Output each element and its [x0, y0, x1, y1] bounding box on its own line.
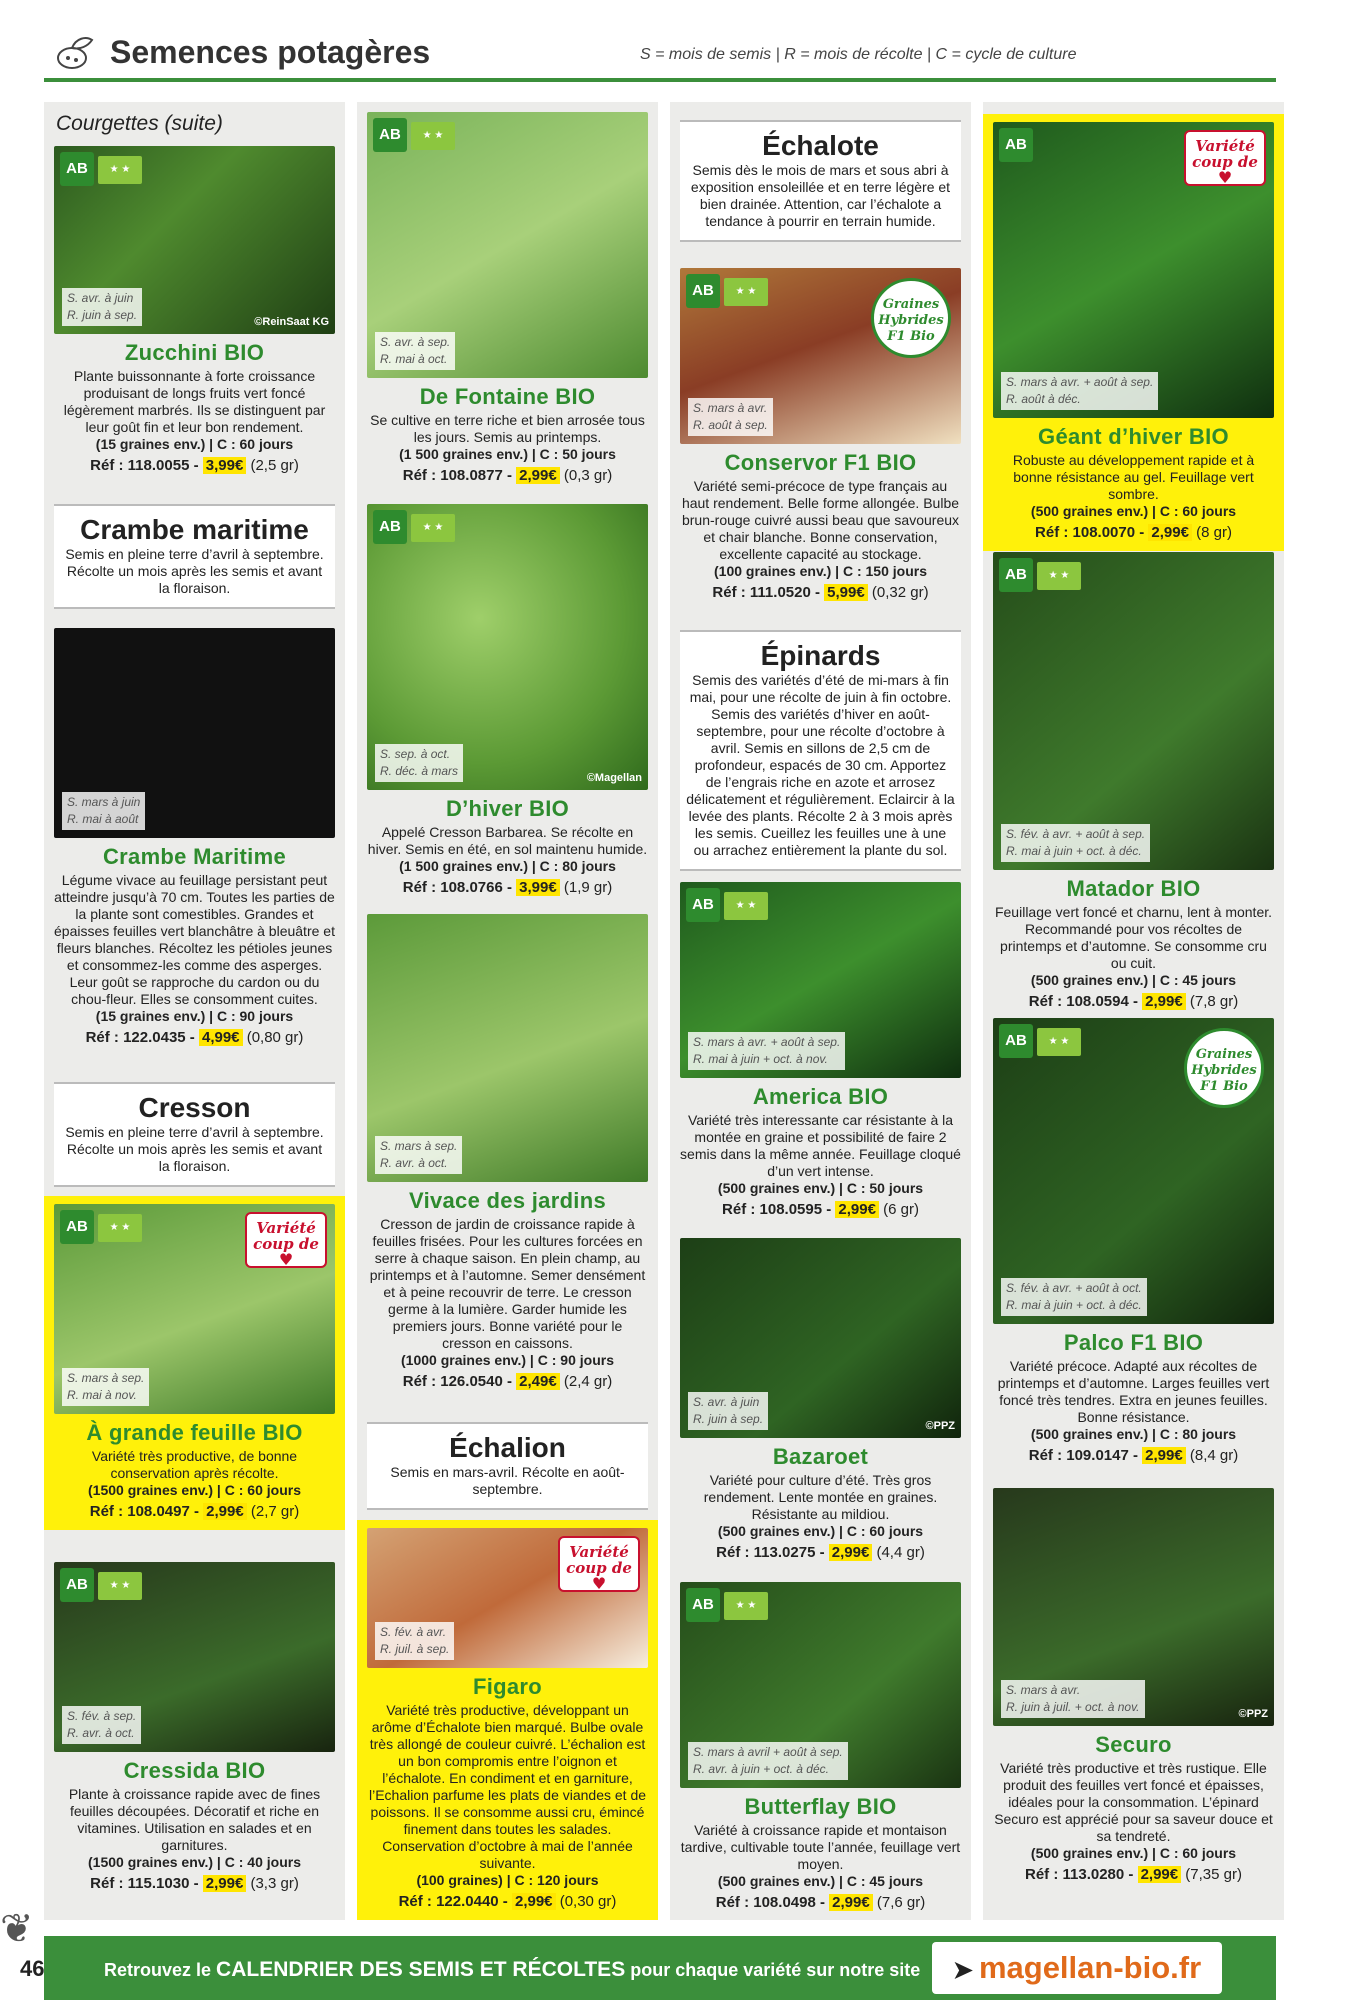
page-title: Semences potagères: [110, 34, 431, 70]
product-ref: Réf : 108.0497 - 2,99€ (2,7 gr): [89, 1503, 300, 1520]
header-divider: [44, 78, 1276, 82]
section-title: Échalote: [762, 130, 879, 161]
product-card-cressida: [44, 1562, 345, 1892]
product-ref: Réf : 126.0540 - 2,49€ (2,4 gr): [402, 1373, 613, 1390]
price: 2,99€: [829, 1894, 873, 1911]
product-card-vivace-des-jardins: [357, 914, 658, 1390]
product-meta: (500 graines env.) | C : 45 jours: [717, 1873, 924, 1889]
abbreviation-legend: S = mois de semis | R = mois de récolte | C = cycle de culture: [640, 46, 1077, 63]
product-ref: Réf : 108.0877 - 2,99€ (0,3 gr): [402, 467, 613, 484]
section-header-echalote: [680, 120, 961, 242]
product-card-matador: [983, 552, 1284, 1010]
product-ref: Réf : 122.0440 - 2,99€ (0,30 gr): [398, 1893, 617, 1910]
product-name: Bazaroet: [772, 1444, 869, 1469]
product-meta: (500 graines env.) | C : 60 jours: [1030, 503, 1237, 519]
section-subhead: Courgettes (suite): [56, 112, 223, 135]
cursor-arrow-icon: ➤: [952, 1957, 973, 1984]
price: 3,99€: [203, 457, 247, 474]
column-3: [670, 102, 971, 1920]
season-label: S. avr. à sep. R. mai à oct.: [375, 332, 455, 370]
season-label: S. mars à avr. + août à sep. R. mai à juin + oct. à nov.: [688, 1032, 845, 1070]
product-name: À grande feuille BIO: [86, 1420, 303, 1445]
photo-credit: ©ReinSaat KG: [254, 316, 329, 328]
section-title: Crambe maritime: [80, 514, 309, 545]
price: 2,99€: [829, 1544, 873, 1561]
section-header-cresson: [54, 1082, 335, 1187]
product-photo: [680, 268, 961, 444]
product-name: America BIO: [752, 1084, 889, 1109]
column-1: [44, 102, 345, 1920]
product-photo: [993, 1488, 1274, 1726]
product-card-a-grande-feuille: [44, 1196, 345, 1530]
product-ref: Réf : 113.0280 - 2,99€ (7,35 gr): [1025, 1866, 1242, 1883]
product-name: De Fontaine BIO: [419, 384, 596, 409]
product-card-geant-d-hiver: [983, 114, 1284, 551]
product-ref: Réf : 108.0594 - 2,99€ (7,8 gr): [1028, 993, 1239, 1010]
eu-organic-leaf-icon: ★ ★: [98, 1214, 142, 1242]
ab-organic-logo: AB: [60, 1568, 94, 1602]
product-ref: Réf : 108.0498 - 2,99€ (7,6 gr): [715, 1894, 926, 1911]
photo-credit: ©PPZ: [1238, 1708, 1268, 1720]
page-number: 46: [20, 1956, 45, 1981]
season-label: S. mars à avr. R. août à sep.: [688, 398, 773, 436]
ab-organic-logo: AB: [999, 558, 1033, 592]
product-photo: [367, 112, 648, 378]
product-name: Matador BIO: [1066, 876, 1201, 901]
f1-hybrid-badge: Graines Hybrides F1 Bio: [871, 278, 951, 358]
price: 2,99€: [1142, 1447, 1186, 1464]
product-card-figaro: [357, 1520, 658, 1920]
product-description: Plante buissonnante à forte croissance produisant de longs fruits vert foncé légèrement marbrés. Ils se distinguent par leur goût fin et leur bon rendement.: [63, 368, 326, 435]
product-photo: [367, 914, 648, 1182]
product-name: Securo: [1095, 1732, 1172, 1757]
coup-de-coeur-badge: Variété coup de ♥: [1184, 130, 1266, 186]
product-photo: [680, 1238, 961, 1438]
eu-organic-leaf-icon: ★ ★: [1037, 562, 1081, 590]
product-meta: (500 graines env.) | C : 50 jours: [717, 1180, 924, 1196]
column-2: [357, 102, 658, 1920]
coup-de-coeur-badge: Variété coup de ♥: [245, 1212, 327, 1268]
product-meta: (1500 graines env.) | C : 40 jours: [88, 1854, 301, 1870]
product-meta: (15 graines env.) | C : 90 jours: [95, 1008, 294, 1024]
season-label: S. mars à juin R. mai à août: [62, 792, 145, 830]
product-meta: (1000 graines env.) | C : 90 jours: [401, 1352, 614, 1368]
section-text: Semis des variétés d’été de mi-mars à fin mai, pour une récolte de juin à fin octobre. Semis des variétés d’hiver en août-septembre, pour une récolte d’octobre à avril. Semis en sillons de 2,5 cm de profondeur, espacés de 30 cm. Apportez de l’engrais riche en azote et arrosez délicatement et régulièrement. Eclaircir à la levée des plants. Récolte 2 à 3 mois après les semis. Cueillez les feuilles une à une ou arrachez entièrement la plante du sol.: [686, 672, 955, 858]
product-description: Robuste au développement rapide et à bonne résistance au gel. Feuillage vert sombre.: [1012, 452, 1255, 502]
section-header-crambe: [54, 504, 335, 609]
photo-credit: ©PPZ: [925, 1420, 955, 1432]
product-card-conservor: [670, 268, 971, 601]
eu-organic-leaf-icon: ★ ★: [411, 514, 455, 542]
section-header-epinards: [680, 630, 961, 871]
price: 2,49€: [516, 1373, 560, 1390]
product-meta: (15 graines env.) | C : 60 jours: [95, 436, 294, 452]
product-meta: (500 graines env.) | C : 45 jours: [1030, 972, 1237, 988]
section-title: Échalion: [449, 1432, 566, 1463]
product-card-america: [670, 882, 971, 1218]
product-meta: (100 graines) | C : 120 jours: [416, 1872, 599, 1888]
eu-organic-leaf-icon: ★ ★: [724, 278, 768, 306]
product-description: Plante à croissance rapide avec de fines feuilles découpées. Décoratif et riche en vitamines. Utilisation en salades et en garnitures.: [68, 1786, 321, 1853]
product-photo: [367, 1528, 648, 1668]
price: 2,99€: [835, 1201, 879, 1218]
product-description: Cresson de jardin de croissance rapide à feuilles frisées. Pour les cultures forcées en serre à chaque saison. En plein champ, au printemps et à l’automne. Semer densément et à peine recouvrir de terre. Le cresson germe à la lumière. Garder humide les premiers jours. Bonne variété pour le cresson en caissons.: [369, 1216, 646, 1351]
footer-message: Retrouvez le CALENDRIER DES SEMIS ET RÉCOLTES pour chaque variété sur notre site: [104, 1958, 921, 1981]
section-text: Semis en mars-avril. Récolte en août-septembre.: [390, 1464, 625, 1497]
product-meta: (1500 graines env.) | C : 60 jours: [88, 1482, 301, 1498]
product-description: Variété précoce. Adapté aux récoltes de printemps et d’automne. Larges feuilles vert foncé très tendres. Extra en jeunes feuilles. Bonne résistance.: [997, 1358, 1270, 1425]
product-name: Géant d’hiver BIO: [1038, 424, 1229, 449]
product-ref: Réf : 108.0595 - 2,99€ (6 gr): [722, 1201, 919, 1218]
product-photo: [993, 552, 1274, 870]
product-card-zucchini: [44, 146, 345, 474]
website-link[interactable]: ➤ magellan-bio.fr: [932, 1942, 1222, 1994]
product-ref: Réf : 113.0275 - 2,99€ (4,4 gr): [716, 1544, 925, 1561]
product-description: Appelé Cresson Barbarea. Se récolte en hiver. Semis en été, en sol maintenu humide.: [367, 824, 648, 857]
product-ref: Réf : 115.1030 - 2,99€ (3,3 gr): [90, 1875, 299, 1892]
product-photo: [680, 882, 961, 1078]
season-label: S. avr. à juin R. juin à sep.: [62, 288, 142, 326]
product-name: Figaro: [472, 1674, 543, 1699]
ab-organic-logo: AB: [999, 128, 1033, 162]
section-title: Épinards: [760, 640, 881, 671]
product-name: Butterflay BIO: [744, 1794, 897, 1819]
ab-organic-logo: AB: [60, 152, 94, 186]
ab-organic-logo: AB: [60, 1210, 94, 1244]
product-card-crambe-maritime: [44, 628, 345, 1046]
column-4: [983, 102, 1284, 1920]
product-ref: Réf : 122.0435 - 4,99€ (0,80 gr): [85, 1029, 304, 1046]
product-photo: [54, 1562, 335, 1752]
price: 2,99€: [203, 1503, 247, 1520]
product-ref: Réf : 118.0055 - 3,99€ (2,5 gr): [90, 457, 299, 474]
heart-icon: ♥: [591, 1574, 607, 1593]
page-header: [0, 0, 1365, 88]
season-label: S. mars à sep. R. mai à nov.: [62, 1368, 149, 1406]
product-name: Zucchini BIO: [124, 340, 265, 365]
heart-icon: ♥: [1217, 168, 1233, 187]
ab-organic-logo: AB: [686, 1588, 720, 1622]
product-photo: [54, 146, 335, 334]
season-label: S. mars à sep. R. avr. à oct.: [375, 1136, 462, 1174]
eu-organic-leaf-icon: ★ ★: [724, 892, 768, 920]
product-photo: [993, 1018, 1274, 1324]
page-footer: [0, 1907, 1365, 2000]
product-ref: Réf : 108.0070 - 2,99€ (8 gr): [1035, 524, 1232, 541]
seed-packet-icon: [52, 30, 100, 78]
season-label: S. fév. à sep. R. avr. à oct.: [62, 1706, 141, 1744]
photo-credit: ©Magellan: [586, 772, 642, 784]
product-photo: [54, 628, 335, 838]
product-description: Se cultive en terre riche et bien arrosée tous les jours. Semis au printemps.: [370, 412, 645, 445]
section-text: Semis dès le mois de mars et sous abri à exposition ensoleillée et en terre légère et bien drainée. Attention, car l’échalote a tendance à pourrir en terrain humide.: [690, 162, 951, 229]
price: 2,99€: [512, 1893, 556, 1910]
section-text: Semis en pleine terre d’avril à septembre. Récolte un mois après les semis et avant la floraison.: [65, 1124, 324, 1174]
product-card-d-hiver: [357, 504, 658, 896]
price: 2,99€: [203, 1875, 247, 1892]
product-photo: [54, 1204, 335, 1414]
ab-organic-logo: AB: [999, 1024, 1033, 1058]
season-label: S. mars à avr. R. juin à juil. + oct. à nov.: [1001, 1680, 1145, 1718]
product-card-bazaroet: [670, 1238, 971, 1561]
leaf-decoration-icon: ❦: [0, 1907, 34, 1951]
season-label: S. fév. à avr. R. juil. à sep.: [375, 1622, 454, 1660]
product-photo: [680, 1582, 961, 1788]
product-ref: Réf : 108.0766 - 3,99€ (1,9 gr): [402, 879, 613, 896]
product-description: Variété très productive et très rustique. Elle produit des feuilles vert foncé et épaisses, idéales pour la consommation. L’épinard Securo est apprécié pour sa saveur douce et sa tendreté.: [994, 1760, 1273, 1844]
eu-organic-leaf-icon: ★ ★: [98, 1572, 142, 1600]
eu-organic-leaf-icon: ★ ★: [411, 122, 455, 150]
product-name: Vivace des jardins: [409, 1188, 606, 1213]
price: 2,99€: [1142, 993, 1186, 1010]
ab-organic-logo: AB: [686, 888, 720, 922]
season-label: S. fév. à avr. + août à sep. R. mai à juin + oct. à déc.: [1001, 824, 1150, 862]
ab-organic-logo: AB: [373, 510, 407, 544]
product-photo: [367, 504, 648, 790]
season-label: S. sep. à oct. R. déc. à mars: [375, 744, 463, 782]
price: 4,99€: [199, 1029, 243, 1046]
product-card-butterflay: [670, 1582, 971, 1911]
season-label: S. fév. à avr. + août à oct. R. mai à juin + oct. à déc.: [1001, 1278, 1147, 1316]
product-name: D’hiver BIO: [445, 796, 570, 821]
product-name: Cressida BIO: [123, 1758, 266, 1783]
price: 2,99€: [1138, 1866, 1182, 1883]
product-card-securo: [983, 1488, 1284, 1883]
f1-hybrid-badge: Graines Hybrides F1 Bio: [1184, 1028, 1264, 1108]
eu-organic-leaf-icon: ★ ★: [724, 1592, 768, 1620]
product-description: Variété très productive, de bonne conservation après récolte.: [91, 1448, 298, 1481]
product-description: Variété à croissance rapide et montaison tardive, cultivable toute l’année, feuillage vert moyen.: [680, 1822, 961, 1872]
product-meta: (500 graines env.) | C : 60 jours: [1030, 1845, 1237, 1861]
product-name: Crambe Maritime: [102, 844, 286, 869]
heart-icon: ♥: [278, 1250, 294, 1269]
season-label: S. mars à avr. + août à sep. R. août à déc.: [1001, 372, 1158, 410]
product-description: Variété très productive, développant un arôme d’Échalote bien marqué. Bulbe ovale très allongé de couleur cuivré. L’échalion est un bon compromis entre l’oignon et l’échalote. En condiment et en garniture, l’Echalion parfume les plats de viandes et de poissons. Il se consomme aussi cru, émincé finement dans toutes les salades. Conservation d’octobre à mai de l’année suivante.: [368, 1702, 647, 1871]
product-description: Variété très interessante car résistante à la montée en graine et possibilité de faire 2 semis dans la même année. Feuillage cloqué d’un vert intense.: [680, 1112, 961, 1179]
season-label: S. mars à avril + août à sep. R. avr. à juin + oct. à déc.: [688, 1742, 848, 1780]
product-card-palco: [983, 1018, 1284, 1464]
product-card-de-fontaine: [357, 112, 658, 484]
price: 5,99€: [824, 584, 868, 601]
product-photo: [993, 122, 1274, 418]
season-label: S. avr. à juin R. juin à sep.: [688, 1392, 768, 1430]
product-meta: (1 500 graines env.) | C : 50 jours: [399, 446, 616, 462]
product-meta: (500 graines env.) | C : 60 jours: [717, 1523, 924, 1539]
eu-organic-leaf-icon: ★ ★: [98, 156, 142, 184]
product-description: Variété semi-précoce de type français au haut rendement. Belle forme allongée. Bulbe brun-rouge cuivré aussi beau que savoureux et chair blanche. Bonne conservation, excellente capacité au stockage.: [681, 478, 960, 562]
product-meta: (1 500 graines env.) | C : 80 jours: [399, 858, 616, 874]
product-name: Palco F1 BIO: [1063, 1330, 1204, 1355]
section-title: Cresson: [138, 1092, 251, 1123]
coup-de-coeur-badge: Variété coup de ♥: [558, 1536, 640, 1592]
product-meta: (100 graines env.) | C : 150 jours: [714, 563, 927, 579]
product-description: Légume vivace au feuillage persistant peut atteindre jusqu’à 70 cm. Toutes les parties de la plante sont comestibles. Grandes et épaisses feuilles vert blanchâtre à bleuâtre et fleurs blanches. Récoltez les pétioles jeunes et consommez-les comme des asperges. Leur goût se rapproche du cardon ou du chou-fleur. Elles se consomment cuites.: [54, 872, 335, 1007]
ab-organic-logo: AB: [373, 118, 407, 152]
price: 3,99€: [516, 879, 560, 896]
product-description: Feuillage vert foncé et charnu, lent à monter. Recommandé pour vos récoltes de printemps et d’automne. Se consomme cru ou cuit.: [994, 904, 1273, 971]
section-header-echalion: [367, 1422, 648, 1510]
product-name: Conservor F1 BIO: [724, 450, 917, 475]
eu-organic-leaf-icon: ★ ★: [1037, 1028, 1081, 1056]
product-meta: (500 graines env.) | C : 80 jours: [1030, 1426, 1237, 1442]
price: 2,99€: [1148, 524, 1192, 541]
section-text: Semis en pleine terre d’avril à septembre. Récolte un mois après les semis et avant la floraison.: [65, 546, 324, 596]
ab-organic-logo: AB: [686, 274, 720, 308]
product-description: Variété pour culture d’été. Très gros rendement. Lente montée en graines. Résistante au mildiou.: [703, 1472, 938, 1522]
price: 2,99€: [516, 467, 560, 484]
product-ref: Réf : 109.0147 - 2,99€ (8,4 gr): [1028, 1447, 1239, 1464]
product-ref: Réf : 111.0520 - 5,99€ (0,32 gr): [712, 584, 929, 601]
